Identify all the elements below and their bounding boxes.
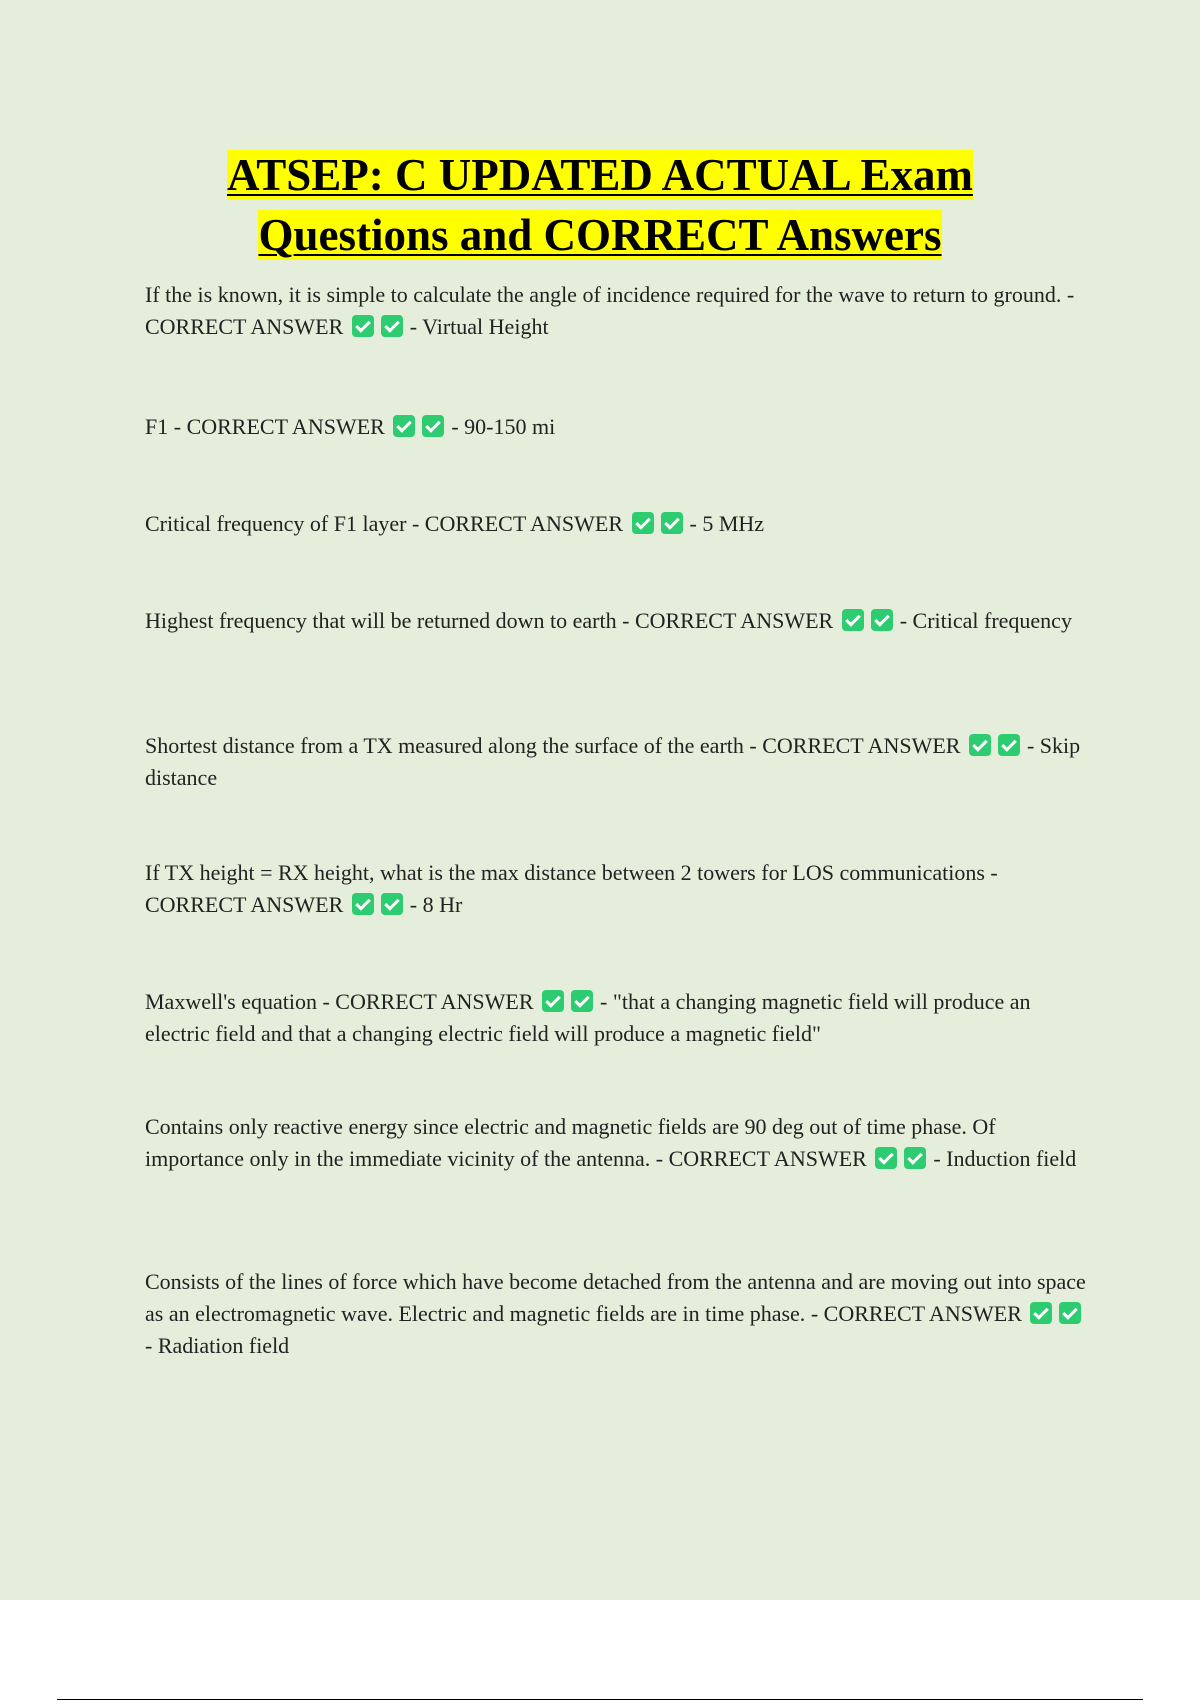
question-text: If the is known, it is simple to calculate the angle of incidence required for the wave to return to ground. bbox=[145, 282, 1062, 307]
check-box-icon bbox=[381, 893, 403, 915]
question-text: If TX height = RX height, what is the max distance between 2 towers for LOS communications bbox=[145, 860, 985, 885]
check-box-icon bbox=[1059, 1302, 1081, 1324]
answer-text: - 90-150 mi bbox=[451, 414, 556, 439]
check-box-icon bbox=[422, 415, 444, 437]
answer-text: - Critical frequency bbox=[899, 608, 1072, 633]
question-text: Contains only reactive energy since electric and magnetic fields are 90 deg out of time phase. Of importance only in the immediate vicinity of the antenna. bbox=[145, 1114, 996, 1171]
check-box-icon bbox=[542, 990, 564, 1012]
title-line-1: ATSEP: C UPDATED ACTUAL Exam bbox=[227, 150, 973, 200]
question-text: Critical frequency of F1 layer bbox=[145, 511, 407, 536]
title-line-2: Questions and CORRECT Answers bbox=[258, 210, 942, 260]
question-text: F1 bbox=[145, 414, 169, 439]
check-box-icon bbox=[632, 512, 654, 534]
check-box-icon bbox=[969, 734, 991, 756]
correct-answer-label: - CORRECT ANSWER bbox=[145, 860, 998, 917]
answer-text: - 5 MHz bbox=[689, 511, 765, 536]
check-box-icon bbox=[1030, 1302, 1052, 1324]
qa-item bbox=[145, 730, 1090, 794]
check-box-icon bbox=[998, 734, 1020, 756]
qa-item bbox=[145, 279, 1090, 343]
check-box-icon bbox=[875, 1147, 897, 1169]
check-box-icon bbox=[842, 609, 864, 631]
question-text: Shortest distance from a TX measured along the surface of the earth bbox=[145, 733, 744, 758]
check-box-icon bbox=[571, 990, 593, 1012]
correct-answer-label: - CORRECT ANSWER bbox=[616, 608, 839, 633]
question-text: Highest frequency that will be returned down to earth bbox=[145, 608, 617, 633]
check-box-icon bbox=[393, 415, 415, 437]
correct-answer-label: - CORRECT ANSWER bbox=[743, 733, 966, 758]
qa-item bbox=[145, 1111, 1090, 1175]
question-text: Maxwell's equation bbox=[145, 989, 317, 1014]
correct-answer-label: - CORRECT ANSWER bbox=[406, 511, 629, 536]
document-title bbox=[0, 145, 1200, 265]
qa-item bbox=[145, 508, 1090, 540]
correct-answer-label: - CORRECT ANSWER bbox=[805, 1301, 1028, 1326]
qa-item bbox=[145, 411, 1090, 443]
check-box-icon bbox=[904, 1147, 926, 1169]
check-box-icon bbox=[352, 315, 374, 337]
question-text: Consists of the lines of force which have become detached from the antenna and are moving out into space as an electromagnetic wave. Electric and magnetic fields are in time phase. bbox=[145, 1269, 1086, 1326]
qa-item bbox=[145, 986, 1090, 1050]
answer-text: - 8 Hr bbox=[409, 892, 463, 917]
answer-text: - Skip distance bbox=[145, 733, 1081, 790]
qa-item bbox=[145, 857, 1090, 921]
qa-item bbox=[145, 605, 1090, 637]
answer-text: - Virtual Height bbox=[409, 314, 549, 339]
qa-item bbox=[145, 1266, 1090, 1362]
check-box-icon bbox=[352, 893, 374, 915]
correct-answer-label: - CORRECT ANSWER bbox=[316, 989, 540, 1014]
answer-text: - "that a changing magnetic field will produce an electric field and that a changing electric field will produce a magnetic field" bbox=[145, 989, 1031, 1046]
check-box-icon bbox=[381, 315, 403, 337]
answer-text: - Induction field bbox=[933, 1146, 1077, 1171]
check-box-icon bbox=[661, 512, 683, 534]
check-box-icon bbox=[871, 609, 893, 631]
correct-answer-label: - CORRECT ANSWER bbox=[650, 1146, 873, 1171]
answer-text: - Radiation field bbox=[145, 1333, 290, 1358]
correct-answer-label: - CORRECT ANSWER bbox=[145, 282, 1075, 339]
correct-answer-label: - CORRECT ANSWER bbox=[168, 414, 391, 439]
